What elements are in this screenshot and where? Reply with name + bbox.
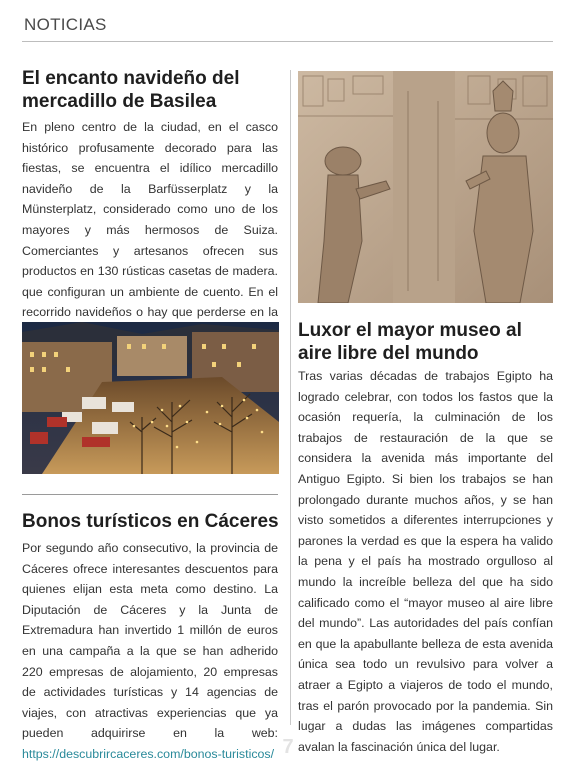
- page-number: 7: [282, 736, 294, 758]
- section-label: NOTICIAS: [24, 15, 107, 34]
- caceres-body: [22, 538, 278, 765]
- caceres-headline: Bonos turísticos en Cáceres: [22, 511, 279, 532]
- header-divider: [22, 41, 553, 42]
- luxor-headline: Luxor el mayor museo al aire libre del mundo: [298, 320, 522, 364]
- luxor-body: Tras varias décadas de trabajos Egipto ha logrado celebrar, con todos los fastos que la ocasión requería, la culminación de los trabajos de restauración de la que se considera la avenida más importante del Antiguo Egipto. Si bien los trabajos se han prolongado durante muchos años, y se han visto sometidos a diferentes interrupciones y parones la verdad es que la espera ha valido la pena y el país ha mostrado orgulloso al mundo la increíble belleza del que ha sido calificado como el “mayor museo al aire libre del mundo”. Las autoridades del país confían en que la apabullante belleza de esta avenida única sea todo un revulsivo para volver a atraer a Egipto a viajeros de todo el mundo, tras el parón provocado por la pandemia. Sin lugar a dudas las imágenes compartidas avalan la fascinación única del lugar.: [298, 369, 553, 754]
- column-divider: [290, 70, 291, 725]
- section-divider: [22, 494, 278, 495]
- christmas-market-photo: [22, 322, 279, 474]
- luxor-relief-photo: [298, 71, 553, 303]
- basilea-body: En pleno centro de la ciudad, en el casco histórico profusamente decorado para las fiestas, se encuentra el idílico mercadillo navideño de la Barfüsserplatz y la Münsterplatz, considerado como uno de los mayores y más hermosos de Suiza. Comerciantes y artesanos ofrecen sus productos en 130 rústicas casetas de madera. que configuran un ambiente de cuento. En el recorrido navideños o hay que perderse en la: [22, 120, 278, 320]
- basilea-headline: El encanto navideño del mercadillo de Basilea: [22, 68, 240, 112]
- caceres-body-text: Por segundo año consecutivo, la provincia de Cáceres ofrece interesantes descuentos para quienes elijan esta meta como destino. La Diputación de Cáceres y la Junta de Extremadura han invertido 1 millón de euros en una campaña a la que se han adherido 220 empresas de alojamiento, 20 empresas de actividades turísticas y 14 agencias de viajes, con atractivas experiencias que ya pueden adquirirse en la web:: [22, 541, 278, 741]
- caceres-link[interactable]: https://descubrircaceres.com/bonos-turisticos/: [22, 746, 275, 761]
